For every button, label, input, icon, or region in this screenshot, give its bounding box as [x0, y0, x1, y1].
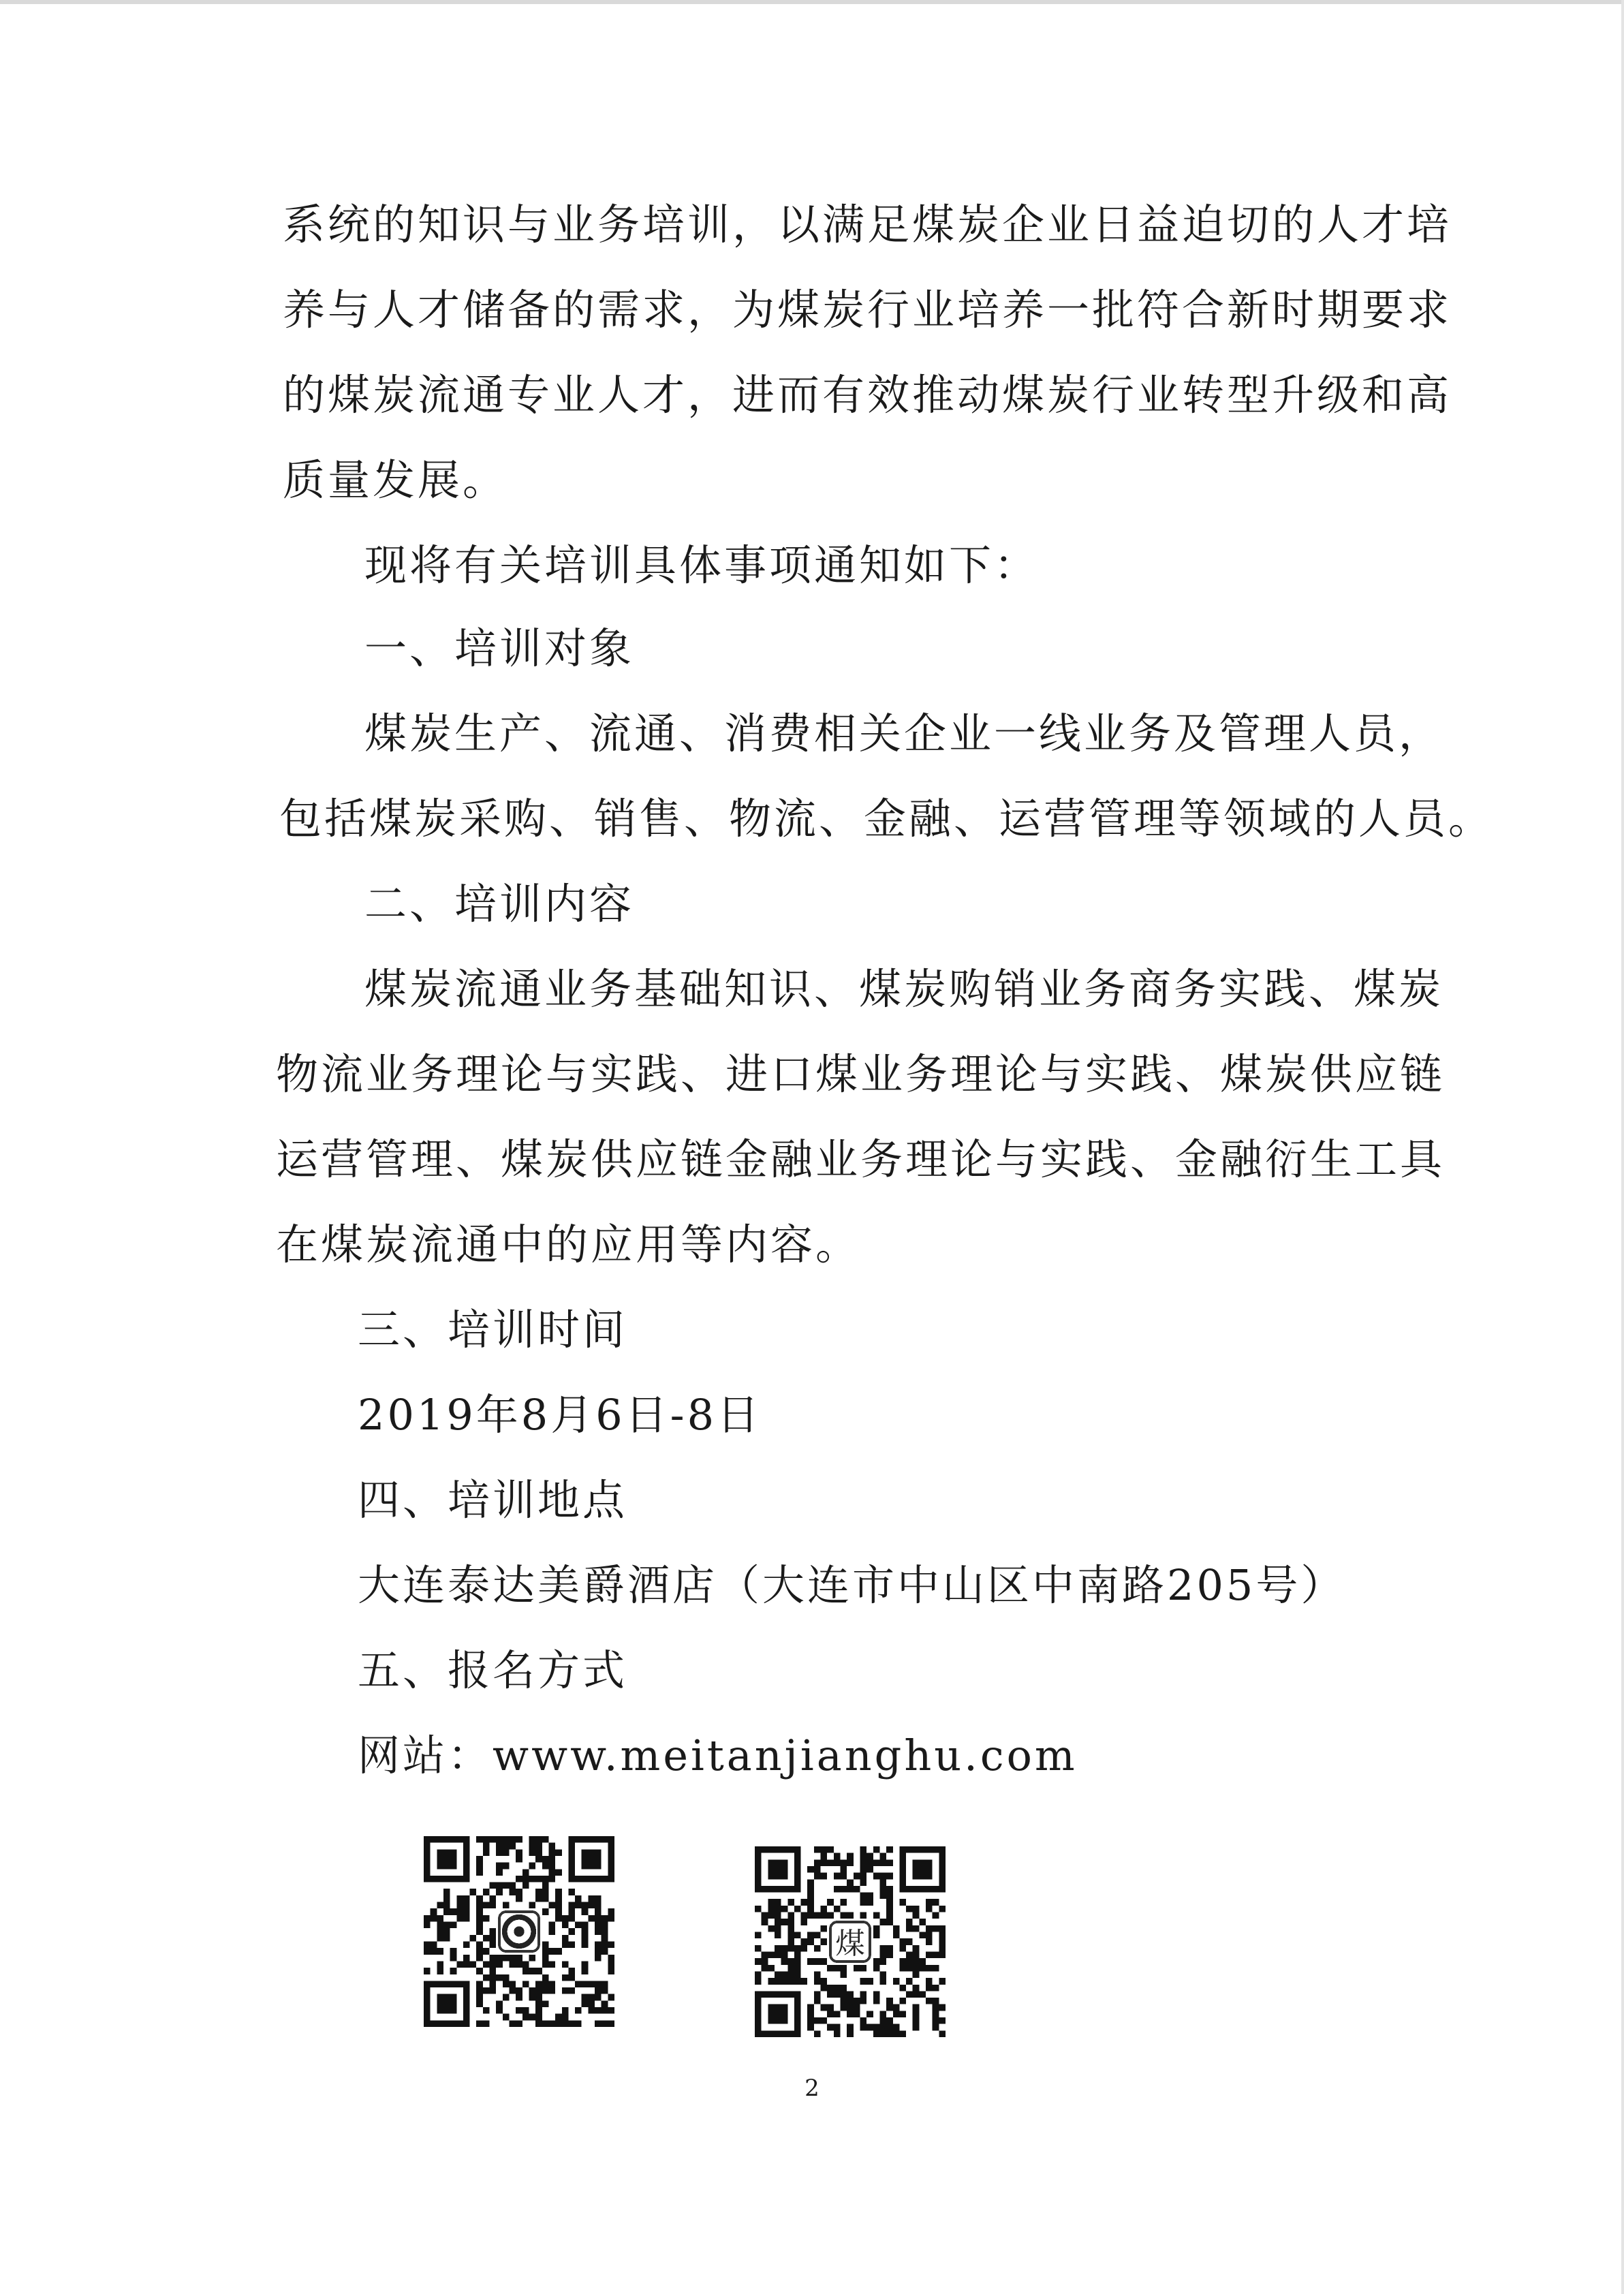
body-text-line: 运营管理、煤炭供应链金融业务理论与实践、金融衍生工具 — [276, 1134, 1446, 1184]
body-text-line: 包括煤炭采购、销售、物流、金融、运营管理等领域的人员。 — [279, 794, 1494, 843]
section-heading: 四、培训地点 — [358, 1475, 628, 1525]
website-text: 网站：www.meitanjianghu.com — [358, 1731, 1078, 1780]
body-text-line: 煤炭流通业务基础知识、煤炭购销业务商务实践、煤炭 — [364, 964, 1444, 1014]
page-number: 2 — [805, 2075, 819, 2102]
qr-code-icon — [424, 1833, 614, 2030]
scan-edge — [1621, 0, 1624, 2294]
body-text-line: 质量发展。 — [283, 455, 508, 505]
intro-text: 现将有关培训具体事项通知如下： — [364, 540, 1040, 590]
section-heading: 五、报名方式 — [358, 1645, 628, 1695]
qr-code-icon — [755, 1843, 946, 2041]
body-text-line: 养与人才储备的需求，为煤炭行业培养一批符合新时期要求 — [283, 285, 1452, 335]
section-heading: 三、培训时间 — [358, 1305, 628, 1354]
body-text-line: 系统的知识与业务培训，以满足煤炭企业日益迫切的人才培 — [283, 200, 1452, 249]
svg-text:煤: 煤 — [835, 1927, 865, 1962]
scan-edge — [0, 0, 1624, 4]
body-text-line: 的煤炭流通专业人才，进而有效推动煤炭行业转型升级和高 — [283, 370, 1452, 420]
body-text-line: 物流业务理论与实践、进口煤业务理论与实践、煤炭供应链 — [276, 1049, 1446, 1099]
body-text-line: 煤炭生产、流通、消费相关企业一线业务及管理人员， — [364, 709, 1444, 758]
body-text-line: 在煤炭流通中的应用等内容。 — [276, 1220, 861, 1269]
section-heading: 一、培训对象 — [364, 623, 635, 673]
location-text: 大连泰达美爵酒店（大连市中山区中南路205号） — [358, 1560, 1346, 1610]
date-text: 2019年8月6日-8日 — [358, 1390, 762, 1440]
section-heading: 二、培训内容 — [364, 879, 635, 929]
